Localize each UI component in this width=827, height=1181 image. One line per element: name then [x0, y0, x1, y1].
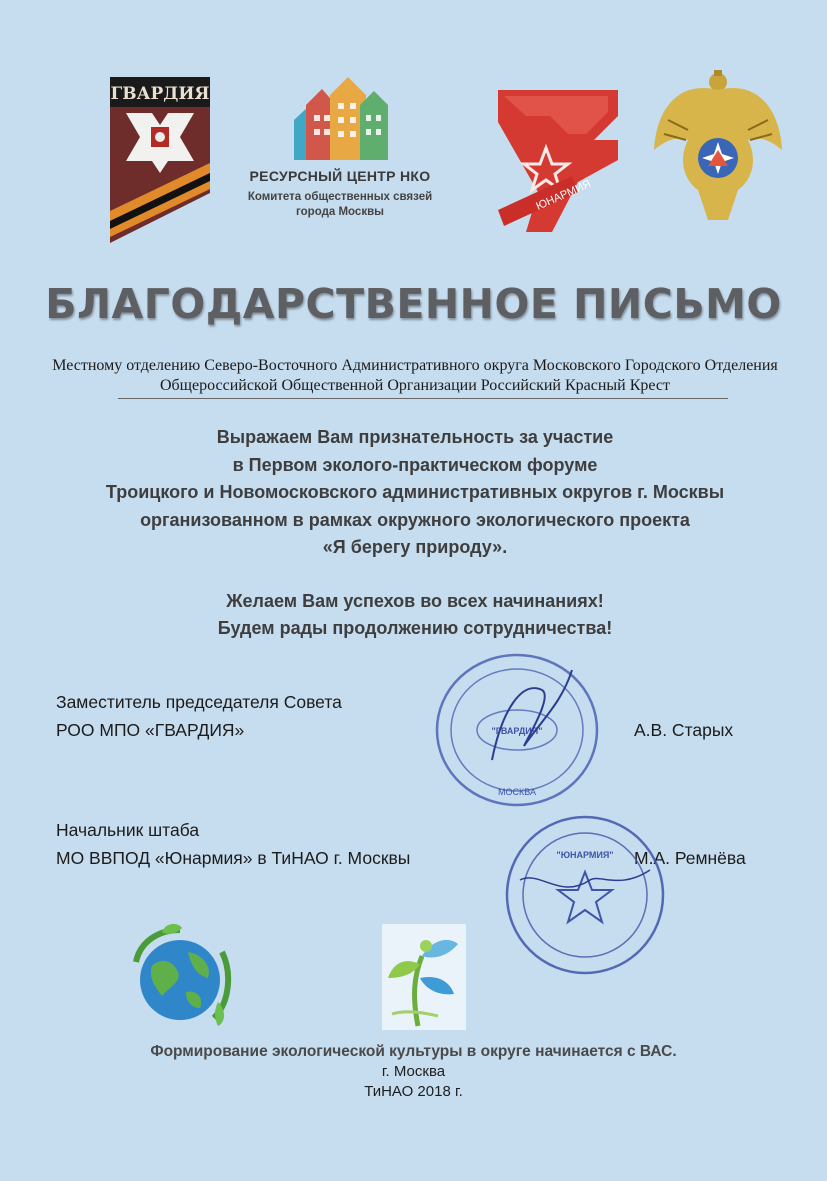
footer-place-year: ТиНАО 2018 г.	[364, 1083, 463, 1100]
letter-title: БЛАГОДАРСТВЕННОЕ ПИСЬМО	[45, 280, 782, 328]
signer-position: Начальник штаба	[56, 820, 200, 840]
nko-subtitle-line2: города Москвы	[296, 206, 384, 218]
footer-city: г. Москва	[381, 1063, 446, 1080]
thanks-line: Выражаем Вам признательность за участие	[216, 427, 614, 447]
eco-leaf-figure-icon	[362, 916, 472, 1036]
eco-globe-icon	[122, 922, 240, 1032]
houses-icon	[240, 75, 440, 160]
signer-name-1: А.В. Старых	[634, 720, 734, 740]
wishes-paragraph	[20, 588, 810, 642]
svg-text:"ЮНАРМИЯ": "ЮНАРМИЯ"	[556, 850, 614, 860]
svg-text:ГВАРДИЯ: ГВАРДИЯ	[110, 84, 210, 104]
thanks-line: Троицкого и Новомосковского административных округов г. Москвы	[105, 482, 725, 502]
addressee	[20, 356, 810, 396]
addressee-line-2: Общероссийской Общественной Организации Российский Красный Крест	[159, 377, 671, 394]
svg-text:"ГВАРДИЯ": "ГВАРДИЯ"	[491, 726, 543, 736]
thanks-line: организованном в рамках окружного экологического проекта	[140, 509, 690, 530]
thanks-line: в Первом эколого-практическом форуме	[232, 454, 598, 475]
addressee-underline	[118, 398, 728, 399]
nko-subtitle-line1: Комитета общественных связей	[247, 191, 433, 203]
signer-organization: МО ВВПОД «Юнармия» в ТиНАО г. Москвы	[56, 848, 411, 868]
signer-position: Заместитель председателя Совета	[56, 692, 342, 712]
mchs-eagle-emblem	[648, 70, 788, 230]
footer-slogan: Формирование экологической культуры в округе начинается с ВАС.	[150, 1043, 677, 1060]
svg-text:ЮНАРМИЯ: ЮНАРМИЯ	[534, 177, 593, 213]
nko-logo	[240, 75, 440, 225]
nko-title: РЕСУРСНЫЙ ЦЕНТР НКО	[249, 168, 431, 184]
svg-text:МОСКВА: МОСКВА	[498, 787, 536, 797]
signature-block-2	[56, 816, 410, 872]
addressee-line-1: Местному отделению Северо-Восточного Административного округа Московского Городского Отделения	[52, 357, 778, 374]
yunarmiya-stamp	[500, 810, 670, 980]
thanks-paragraph	[20, 424, 810, 562]
signer-name-2: М.А. Ремнёва	[634, 848, 746, 868]
footer	[0, 1042, 827, 1102]
signature-block-1	[56, 688, 342, 744]
gvardiya-logo	[108, 75, 212, 245]
yunarmiya-logo	[468, 82, 628, 242]
thanks-line: «Я берегу природу».	[322, 537, 508, 557]
wishes-line: Будем рады продолжению сотрудничества!	[217, 618, 613, 638]
signer-organization: РОО МПО «ГВАРДИЯ»	[56, 720, 245, 740]
gvardiya-stamp	[432, 650, 602, 810]
wishes-line: Желаем Вам успехов во всех начинаниях!	[226, 591, 604, 611]
